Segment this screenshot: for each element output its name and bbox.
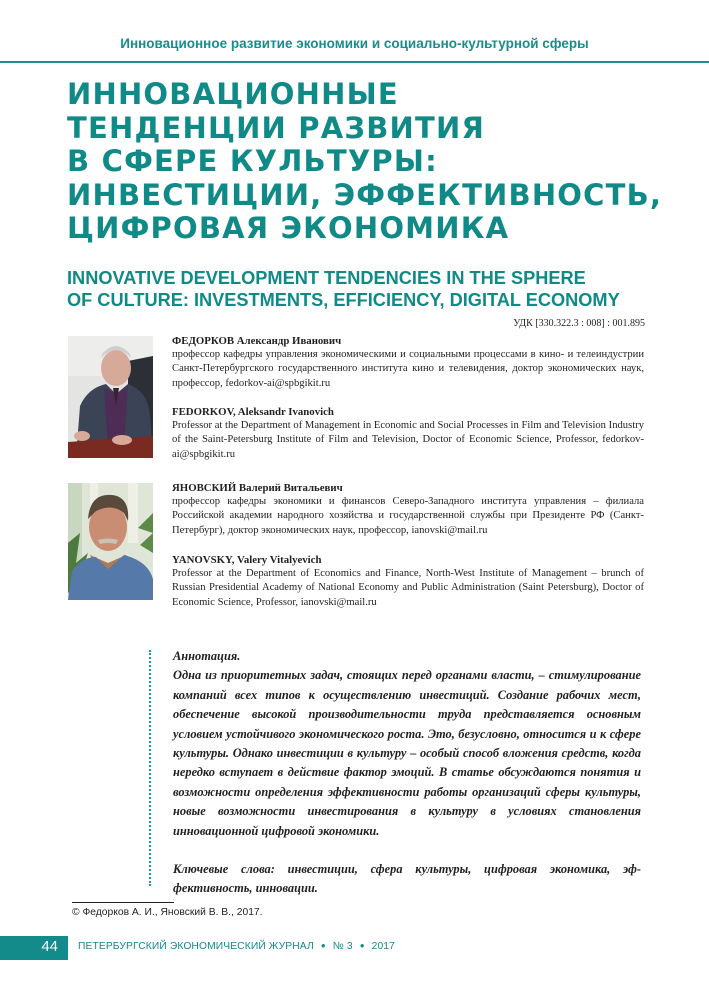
portrait-yanovsky-image	[68, 483, 153, 600]
journal-footer	[78, 941, 395, 952]
title-ru-line: В СФЕРЕ КУЛЬТУРЫ:	[67, 144, 438, 178]
title-en-line: INNOVATIVE DEVELOPMENT TENDENCIES IN THE SPHERE	[67, 268, 586, 288]
title-ru-line: ИНВЕСТИЦИИ, ЭФФЕКТИВНОСТЬ,	[67, 177, 663, 212]
portrait-fedorkov-image	[68, 336, 153, 458]
author-info-en	[172, 553, 644, 610]
author-bio-en: Professor at the Department of Management in Economic and Social Processes in Film and Television Industry of the Saint-Petersburg Institute of Film and Television, Doctor of Economic Science, Professor, fedorkov-ai@spbgikit.ru	[172, 420, 644, 460]
footnote-rule	[72, 902, 174, 903]
author-bio-ru: профессор кафедры экономики и финансов Северо-Западного института управления – филиала Российской академии народного хозяйства и государственной службы при Президенте РФ (Санкт-Петербург), доктор экономических наук, профессор, ianovski@mail.ru	[172, 496, 644, 536]
journal-issue: № 3	[332, 941, 353, 952]
page-number: 44	[41, 938, 58, 955]
journal-name: ПЕТЕРБУРГСКИЙ ЭКОНОМИЧЕСКИЙ ЖУРНАЛ	[78, 941, 314, 952]
author-name-en: FEDORKOV, Aleksandr Ivanovich	[172, 406, 334, 418]
title-ru-line: ЦИФРОВАЯ ЭКОНОМИКА	[67, 211, 510, 245]
abstract-body: Одна из приоритетных задач, стоящих перед органами власти, – стимулирование компаний всех типов к осуществлению инвестиций. Создание рабочих мест, обеспечение высокой производительности труда представляется основным условием устойчивого экономического роста. Это, безусловно, относится и к сфере культуры. Однако инвестиции в культуру – особый способ вложения средств, когда нередко вступает в действие фактор эмоций. В статье обсуждаются понятия и возможности определения эффективности работы организаций сферы культуры, новые возможности инвестирования в культуру в условиях становления инновационной цифровой экономики.	[173, 668, 641, 838]
copyright-footnote: © Федорков А. И., Яновский В. В., 2017.	[72, 907, 263, 918]
author-info-ru	[172, 334, 644, 391]
title-ru-line: ИННОВАЦИОННЫЕ	[67, 77, 399, 111]
article-title-en	[67, 267, 687, 311]
author-bio-en: Professor at the Department of Economics and Finance, North-West Institute of Management – brunch of Russian Presidential Academy of National Economy and Public Administration (Saint Petersburg), Doctor of Economic Science, Professor, ianovski@mail.ru	[172, 568, 644, 608]
running-head: Инновационное развитие экономики и социально-культурной сферы	[120, 36, 589, 51]
title-en-line: OF CULTURE: INVESTMENTS, EFFICIENCY, DIGITAL ECONOMY	[67, 290, 620, 310]
author-name-ru: ФЕДОРКОВ Александр Иванович	[172, 335, 342, 347]
header-rule	[0, 61, 709, 63]
udc-code: УДК [330.322.3 : 008] : 001.895	[513, 318, 645, 329]
author-info-ru	[172, 481, 644, 538]
abstract-heading: Аннотация.	[173, 649, 241, 663]
author-name-en: YANOVSKY, Valery Vitalyevich	[172, 554, 322, 566]
title-ru-line: ТЕНДЕНЦИИ РАЗВИТИЯ	[67, 110, 485, 145]
author-bio-ru: профессор кафедры управления экономическими и социальными процессами в кино- и телеиндустрии Санкт-Петербургского государственного института кино и телевидения, доктор экономических наук, профессор, fedorkov-ai@spbgikit.ru	[172, 349, 644, 389]
journal-year: 2017	[371, 941, 395, 952]
author-name-ru: ЯНОВСКИЙ Валерий Витальевич	[172, 482, 343, 494]
author-photo-fedorkov	[68, 336, 153, 458]
page-number-bar	[0, 936, 68, 960]
author-info-en	[172, 405, 644, 462]
bullet-separator: ●	[359, 941, 365, 950]
author-photo-yanovsky	[68, 483, 153, 600]
keywords: Ключевые слова: инвестиции, сфера культуры, цифровая экономика, эффективность, инновации.	[173, 862, 641, 896]
article-title-ru	[67, 78, 687, 246]
abstract	[173, 647, 641, 899]
abstract-dotted-rule	[149, 650, 151, 886]
bullet-separator: ●	[320, 941, 326, 950]
